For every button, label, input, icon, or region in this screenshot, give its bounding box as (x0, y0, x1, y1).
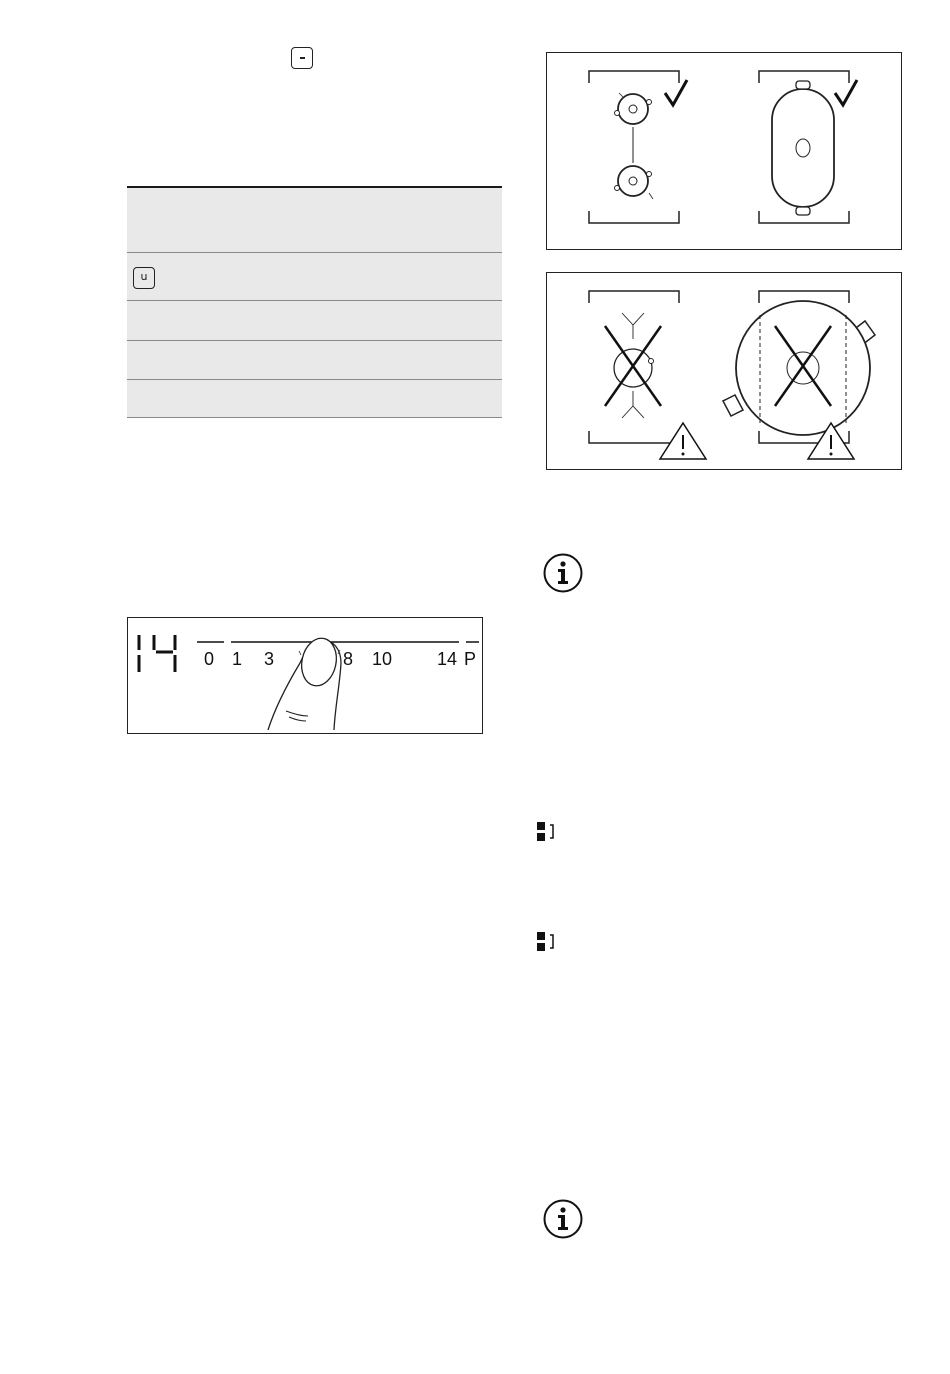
scale-label: 14 (437, 649, 458, 669)
table-row (127, 252, 502, 300)
checkmark-icon (835, 80, 857, 105)
scale-label: 1 (232, 649, 243, 669)
cooking-zone-outline (589, 71, 679, 83)
correct-cookware-figure (546, 52, 902, 250)
scale-label: 8 (343, 649, 354, 669)
control-panel-illustration (127, 617, 483, 734)
minus-key-icon (291, 47, 313, 69)
oval-pan-icon (772, 89, 834, 207)
scale-label: P (464, 649, 477, 669)
table-row (127, 340, 502, 379)
info-icon (543, 553, 583, 593)
info-icon (543, 1199, 583, 1239)
table-header-row (127, 186, 502, 252)
scale-label: 0 (204, 649, 215, 669)
incorrect-cookware-figure (546, 272, 902, 470)
segment-display-icon (535, 930, 557, 952)
small-pot-icon (618, 166, 648, 196)
u-key-icon: u (133, 267, 155, 289)
segment-display-icon (535, 820, 557, 842)
settings-table (127, 186, 502, 418)
table-row (127, 379, 502, 418)
seven-segment-readout (128, 618, 481, 732)
scale-label: 10 (372, 649, 393, 669)
scale-label: 3 (264, 649, 275, 669)
checkmark-icon (665, 80, 687, 105)
small-pot-icon (618, 94, 648, 124)
table-row (127, 300, 502, 340)
